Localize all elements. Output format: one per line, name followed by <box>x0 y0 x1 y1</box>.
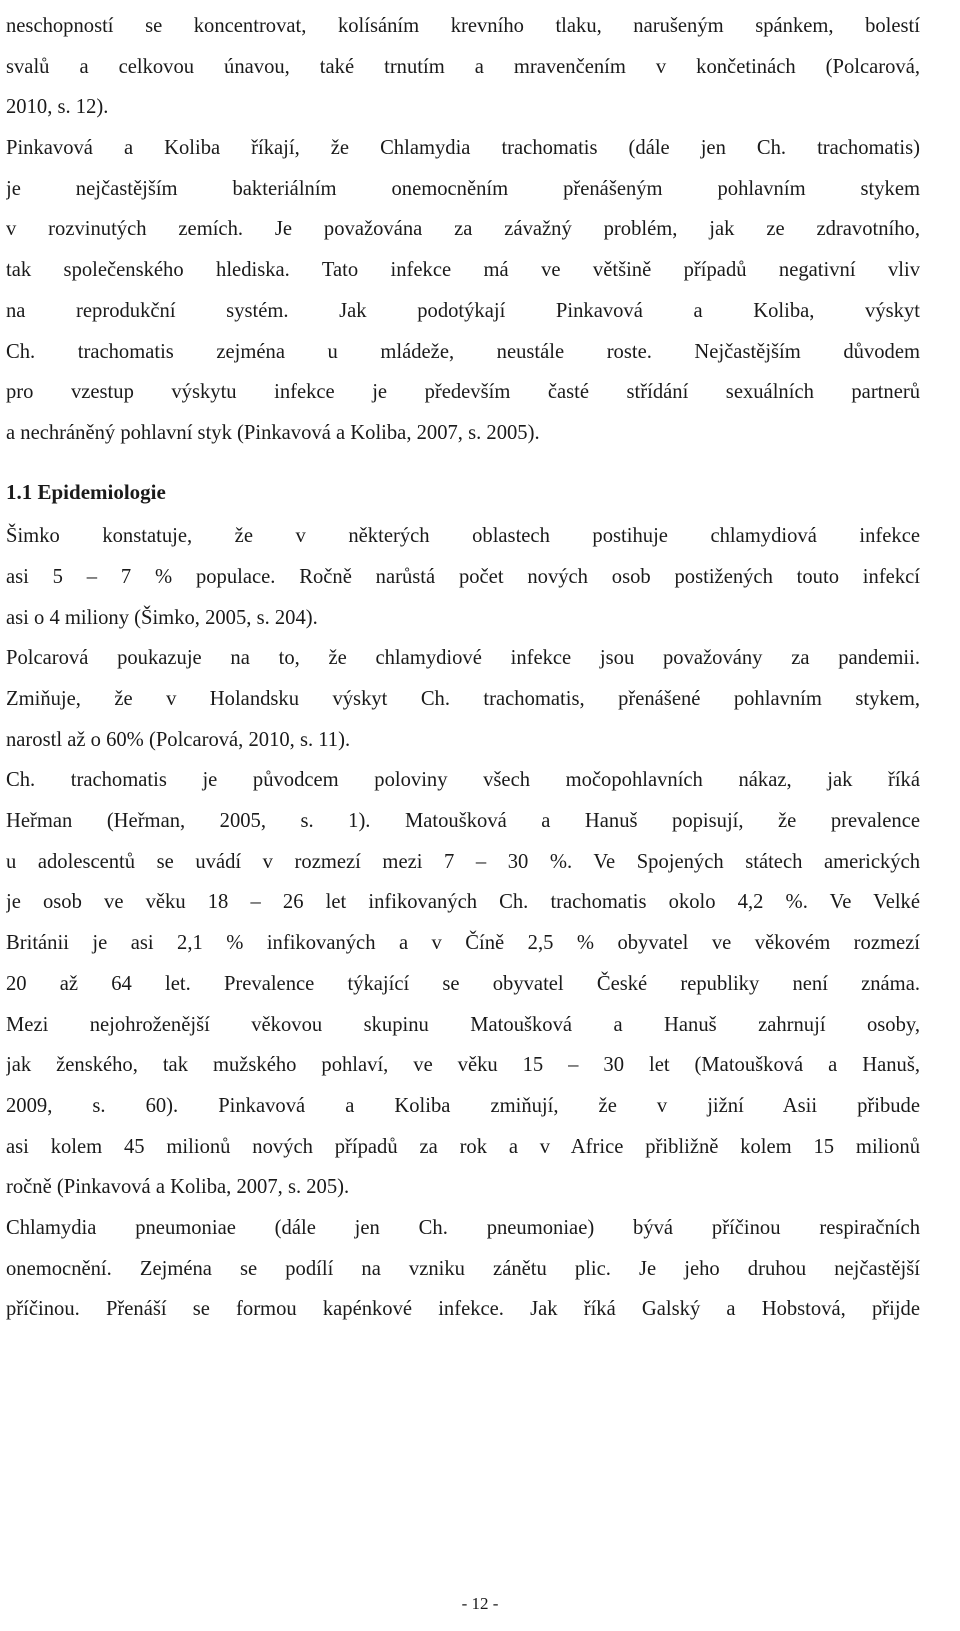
text-line: pro vzestup výskytu infekce je především časté střídání sexuálních partnerů <box>6 381 920 404</box>
text-line: ročně (Pinkavová a Koliba, 2007, s. 205). <box>6 1176 350 1199</box>
text-line: a nechráněný pohlavní styk (Pinkavová a Koliba, 2007, s. 2005). <box>6 421 540 444</box>
text-line: Zmiňuje, že v Holandsku výskyt Ch. trachomatis, přenášené pohlavním stykem, <box>6 688 920 710</box>
paragraph-pneumoniae <box>6 1205 920 1333</box>
text-line: v rozvinutých zemích. Je považována za závažný problém, jak ze zdravotního, <box>6 218 920 241</box>
text-line: Ch. trachomatis zejména u mládeže, neustále roste. Nejčastějším důvodem <box>6 340 920 363</box>
text-line: onemocnění. Zejména se podílí na vzniku zánětu plic. Je jeho druhou nejčastější <box>6 1257 920 1280</box>
text-line: svalů a celkovou únavou, také trnutím a mravenčením v končetinách (Polcarová, <box>6 55 920 78</box>
text-line: u adolescentů se uvádí v rozmezí mezi 7 – 30 %. Ve Spojených státech amerických <box>6 850 920 873</box>
text-line: 20 až 64 let. Prevalence týkající se obyvatel České republiky není známa. <box>6 972 920 995</box>
text-line: Heřman (Heřman, 2005, s. 1). Matoušková a Hanuš popisují, že prevalence <box>6 810 920 833</box>
text-line: 2009, s. 60). Pinkavová a Koliba zmiňují, že v jižní Asii přibude <box>6 1094 920 1117</box>
text-line: na reprodukční systém. Jak podotýkají Pinkavová a Koliba, výskyt <box>6 299 920 322</box>
text-line: Polcarová poukazuje na to, že chlamydiové infekce jsou považovány za pandemii. <box>6 647 920 670</box>
paragraph-polcarova <box>6 635 920 763</box>
text-line: jak ženského, tak mužského pohlaví, ve věku 15 – 30 let (Matoušková a Hanuš, <box>6 1054 920 1077</box>
text-line: asi kolem 45 milionů nových případů za rok a v Africe přibližně kolem 15 milionů <box>6 1135 920 1158</box>
text-line: Ch. trachomatis je původcem poloviny všech močopohlavních nákaz, jak říká <box>6 769 920 792</box>
page-number: - 12 - <box>461 1594 499 1613</box>
section-heading: 1.1 Epidemiologie <box>6 479 166 504</box>
text-line: Británii je asi 2,1 % infikovaných a v Číně 2,5 % obyvatel ve věkovém rozmezí <box>6 932 920 955</box>
text-line: narostl až o 60% (Polcarová, 2010, s. 11). <box>6 728 351 751</box>
text-line: 2010, s. 12). <box>6 96 109 119</box>
text-line: Mezi nejohroženější věkovou skupinu Matoušková a Hanuš zahrnují osoby, <box>6 1013 920 1036</box>
text-line: je nejčastějším bakteriálním onemocněním přenášeným pohlavním stykem <box>6 177 920 200</box>
text-line: neschopností se koncentrovat, kolísáním krevního tlaku, narušeným spánkem, bolestí <box>6 15 920 37</box>
text-line: Chlamydia pneumoniae (dále jen Ch. pneumoniae) bývá příčinou respiračních <box>6 1216 920 1239</box>
paragraph-intro <box>6 3 920 131</box>
paragraph-pinkavova <box>6 125 920 457</box>
text-line: příčinou. Přenáší se formou kapénkové infekce. Jak říká Galský a Hobstová, přijde <box>6 1298 920 1321</box>
text-line: Pinkavová a Koliba říkají, že Chlamydia trachomatis (dále jen Ch. trachomatis) <box>6 137 920 160</box>
paragraph-prevalence <box>6 757 920 1211</box>
text-line: Šimko konstatuje, že v některých oblastech postihuje chlamydiová infekce <box>6 525 920 548</box>
text-line: asi 5 – 7 % populace. Ročně narůstá počet nových osob postižených touto infekcí <box>6 565 920 588</box>
paragraph-simko <box>6 513 920 641</box>
text-line: asi o 4 miliony (Šimko, 2005, s. 204). <box>6 606 318 629</box>
text-line: tak společenského hlediska. Tato infekce má ve většině případů negativní vliv <box>6 259 920 282</box>
document-page <box>6 0 920 1333</box>
text-line: je osob ve věku 18 – 26 let infikovaných Ch. trachomatis okolo 4,2 %. Ve Velké <box>6 891 920 914</box>
